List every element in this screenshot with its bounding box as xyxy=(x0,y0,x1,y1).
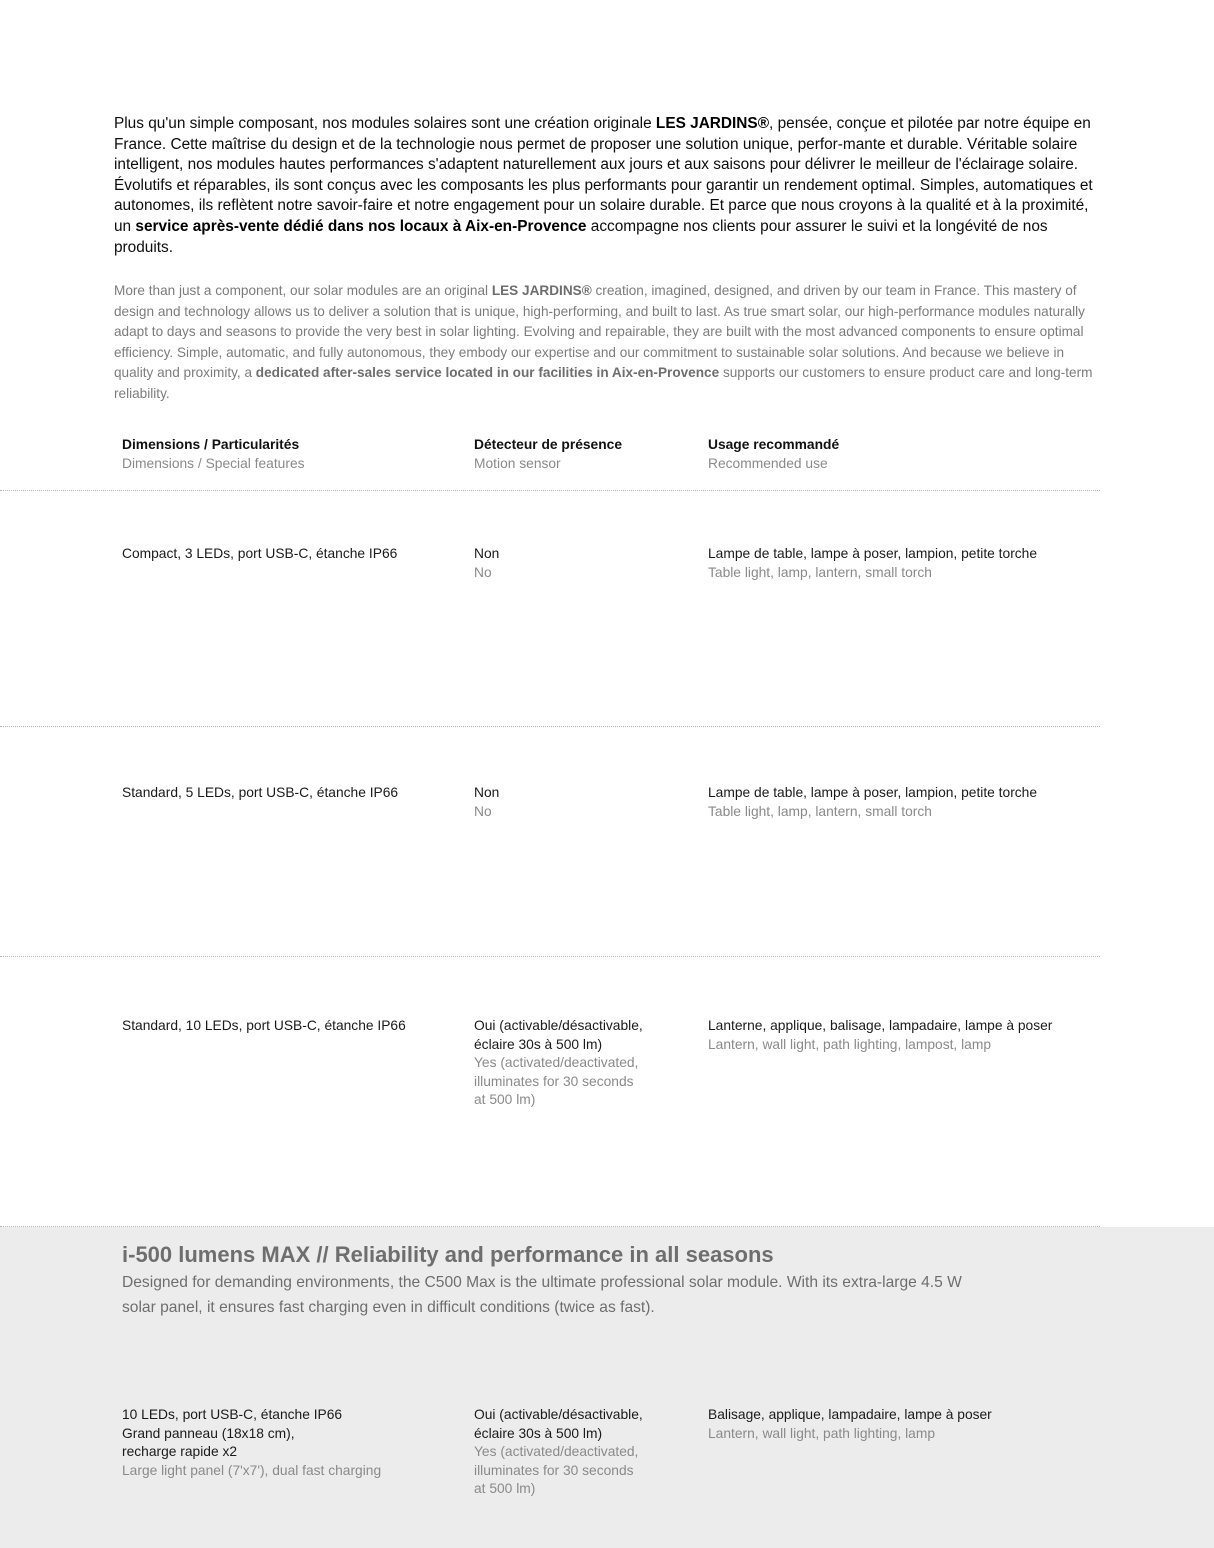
row-divider xyxy=(0,726,1100,727)
header-dimensions-en: Dimensions / Special features xyxy=(122,455,305,471)
max-section-desc-line-1: Designed for demanding environments, the C500 Max is the ultimate professional solar module. With its extra-large 4.5 W xyxy=(122,1274,962,1291)
header-sensor-en: Motion sensor xyxy=(474,455,561,471)
row-sensor-en: No xyxy=(474,803,492,819)
max-row-dimensions xyxy=(122,1406,457,1480)
row-use-fr: Lampe de table, lampe à poser, lampion, petite torche xyxy=(708,546,1038,561)
intro-paragraph-en xyxy=(114,281,1100,404)
row-use-en: Table light, lamp, lantern, small torch xyxy=(708,564,932,580)
intro-en-brand: LES JARDINS® xyxy=(491,283,592,298)
row-dimensions: Compact, 3 LEDs, port USB-C, étanche IP66 xyxy=(122,546,398,561)
max-sensor-fr-2: éclaire 30s à 500 lm) xyxy=(474,1425,603,1441)
row-sensor xyxy=(474,1017,694,1110)
max-section-title: i-500 lumens MAX // Reliability and performance in all seasons xyxy=(122,1242,774,1267)
row-divider xyxy=(0,490,1100,491)
max-sensor-en-3: at 500 lm) xyxy=(474,1481,536,1496)
header-sensor-fr: Détecteur de présence xyxy=(474,437,622,452)
intro-en-text-1: More than just a component, our solar modules are an original xyxy=(114,283,492,298)
row-use-en: Lantern, wall light, path lighting, lampost, lamp xyxy=(708,1036,991,1052)
max-dims-line-2: Grand panneau (18x18 cm), xyxy=(122,1425,295,1441)
max-use-en: Lantern, wall light, path lighting, lamp xyxy=(708,1425,936,1441)
max-row-use xyxy=(708,1406,1098,1443)
intro-en-text-3: supports our customers to ensure product care and long-term reliability. xyxy=(114,365,1093,401)
max-row-sensor xyxy=(474,1406,694,1499)
max-use-fr: Balisage, applique, lampadaire, lampe à poser xyxy=(708,1407,992,1422)
row-dimensions: Standard, 5 LEDs, port USB-C, étanche IP66 xyxy=(122,785,399,800)
max-sensor-en-1: Yes (activated/deactivated, xyxy=(474,1444,639,1459)
intro-fr-text-3: accompagne nos clients pour assurer le suivi et la longévité de nos produits. xyxy=(114,217,1048,256)
row-sensor-fr: Non xyxy=(474,546,500,561)
header-use xyxy=(708,436,1098,473)
row-dimensions: Standard, 10 LEDs, port USB-C, étanche IP66 xyxy=(122,1018,406,1033)
max-dims-line-3: recharge rapide x2 xyxy=(122,1444,238,1459)
row-divider xyxy=(0,1226,1100,1227)
header-sensor xyxy=(474,436,694,473)
row-use-fr: Lampe de table, lampe à poser, lampion, petite torche xyxy=(708,785,1038,800)
row-sensor xyxy=(474,545,694,582)
max-dims-line-1: 10 LEDs, port USB-C, étanche IP66 xyxy=(122,1407,343,1422)
row-sensor-fr: Non xyxy=(474,785,500,800)
row-sensor-fr-1: Oui (activable/désactivable, xyxy=(474,1018,643,1033)
intro-fr-highlight: service après-vente dédié dans nos locaux à Aix-en-Provence xyxy=(135,217,587,235)
row-use xyxy=(708,545,1098,582)
header-use-fr: Usage recommandé xyxy=(708,437,840,452)
max-sensor-en-2: illuminates for 30 seconds xyxy=(474,1462,634,1478)
intro-en-text-2: creation, imagined, designed, and driven by our team in France. This mastery of design and technology allows us to deliver a solution that is unique, high-performing, and built to last. As true smart solar, our high-performance modules naturally adapt to days and seasons to provide the very best in solar lighting. Evolving and repairable, they are built with the most advanced components to ensure optimal efficiency. Simple, automatic, and fully autonomous, they embody our expertise and our commitment to sustainable solar solutions. And because we believe in quality and proximity, a xyxy=(114,283,1085,380)
row-sensor-en-2: illuminates for 30 seconds xyxy=(474,1073,634,1089)
row-use xyxy=(708,784,1098,821)
row-use-fr: Lanterne, applique, balisage, lampadaire, lampe à poser xyxy=(708,1018,1053,1033)
max-section-description xyxy=(122,1270,1082,1320)
header-dimensions xyxy=(122,436,457,473)
intro-en-highlight: dedicated after-sales service located in our facilities in Aix-en-Provence xyxy=(255,365,720,380)
row-use xyxy=(708,1017,1098,1054)
header-dimensions-fr: Dimensions / Particularités xyxy=(122,437,300,452)
row-sensor xyxy=(474,784,694,821)
row-sensor-en-1: Yes (activated/deactivated, xyxy=(474,1055,639,1070)
intro-fr-text-1: Plus qu'un simple composant, nos modules solaires sont une création originale xyxy=(114,115,656,132)
intro-paragraph-fr xyxy=(114,114,1100,258)
row-sensor-en-3: at 500 lm) xyxy=(474,1092,536,1107)
row-use-en: Table light, lamp, lantern, small torch xyxy=(708,803,932,819)
row-sensor-en: No xyxy=(474,564,492,580)
row-divider xyxy=(0,956,1100,957)
max-sensor-fr-1: Oui (activable/désactivable, xyxy=(474,1407,643,1422)
max-dims-en: Large light panel (7'x7'), dual fast charging xyxy=(122,1462,382,1478)
intro-fr-brand: LES JARDINS® xyxy=(655,115,770,132)
header-use-en: Recommended use xyxy=(708,455,828,471)
max-section-desc-line-2: solar panel, it ensures fast charging even in difficult conditions (twice as fast). xyxy=(122,1299,655,1316)
intro-fr-text-2: , pensée, conçue et pilotée par notre équipe en France. Cette maîtrise du design et de la technologie nous permet de proposer une solution unique, perfor-mante et durable. Véritable solaire intelligent, nos modules hautes performances s'adaptent naturellement aux jours et aux saisons pour délivrer le meilleur de l'éclairage solaire. Évolutifs et réparables, ils sont conçus avec les composants les plus performants pour garantir un rendement optimal. Simples, automatiques et autonomes, ils reflètent notre savoir-faire et notre engagement pour un solaire durable. Et parce que nous croyons à la qualité et à la proximité, un xyxy=(114,115,1093,235)
row-sensor-fr-2: éclaire 30s à 500 lm) xyxy=(474,1036,603,1052)
